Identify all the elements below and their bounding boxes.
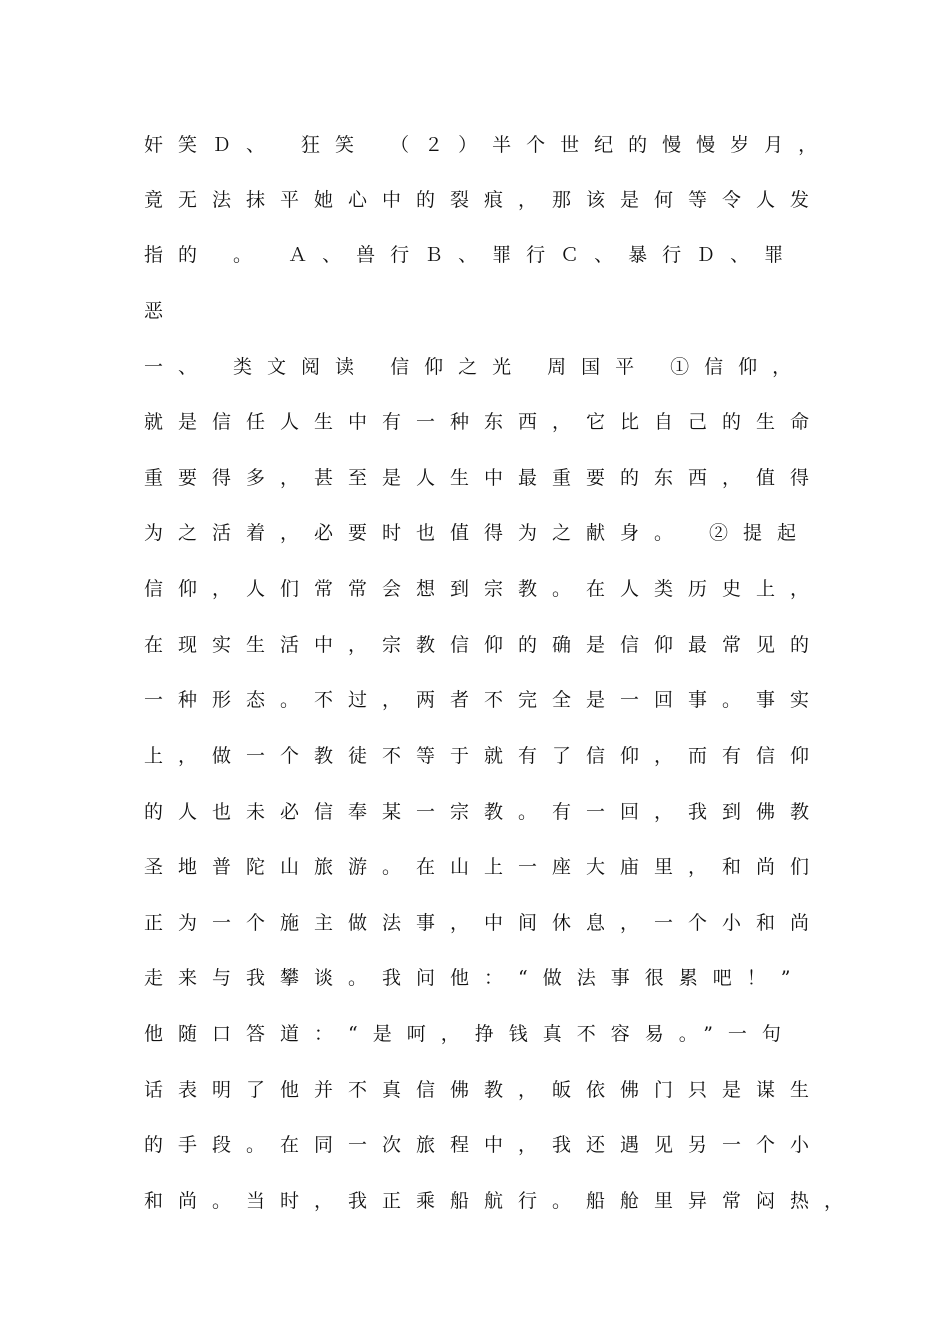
text-line: 奸笑Ｄ、 狂笑 （２）半个世纪的慢慢岁月， [144, 134, 833, 156]
text-line: 一种形态。不过，两者不完全是一回事。事实 [144, 689, 825, 711]
text-line: 正为一个施主做法事，中间休息，一个小和尚 [144, 912, 825, 934]
text-line: 在现实生活中，宗教信仰的确是信仰最常见的 [144, 634, 825, 656]
text-line: 走来与我攀谈。我问他：“做法事很累吧！” [144, 967, 806, 989]
text-line: 的人也未必信奉某一宗教。有一回，我到佛教 [144, 801, 825, 823]
text-line: 圣地普陀山旅游。在山上一座大庙里，和尚们 [144, 856, 825, 878]
text-line: 就是信任人生中有一种东西，它比自己的生命 [144, 411, 825, 433]
text-line: 信仰，人们常常会想到宗教。在人类历史上， [144, 578, 825, 600]
text-line: 话表明了他并不真信佛教，皈依佛门只是谋生 [144, 1079, 825, 1101]
text-line: 恶 [144, 300, 179, 322]
text-line: 一、 类文阅读 信仰之光 周国平 ①信仰， [144, 356, 807, 378]
text-line: 的手段。在同一次旅程中，我还遇见另一个小 [144, 1134, 825, 1156]
text-line: 竟无法抹平她心中的裂痕，那该是何等令人发 [144, 189, 825, 211]
text-line: 上，做一个教徒不等于就有了信仰，而有信仰 [144, 745, 825, 767]
text-line: 指的 。 Ａ、兽行Ｂ、罪行Ｃ、暴行Ｄ、罪 [144, 244, 799, 266]
text-line: 和尚。当时，我正乘船航行。船舱里异常闷热， [144, 1190, 859, 1212]
text-line: 重要得多，甚至是人生中最重要的东西，值得 [144, 467, 825, 489]
text-line: 他随口答道：“是呵，挣钱真不容易。”一句 [144, 1023, 796, 1045]
text-line: 为之活着，必要时也值得为之献身。 ②提起 [144, 522, 812, 544]
